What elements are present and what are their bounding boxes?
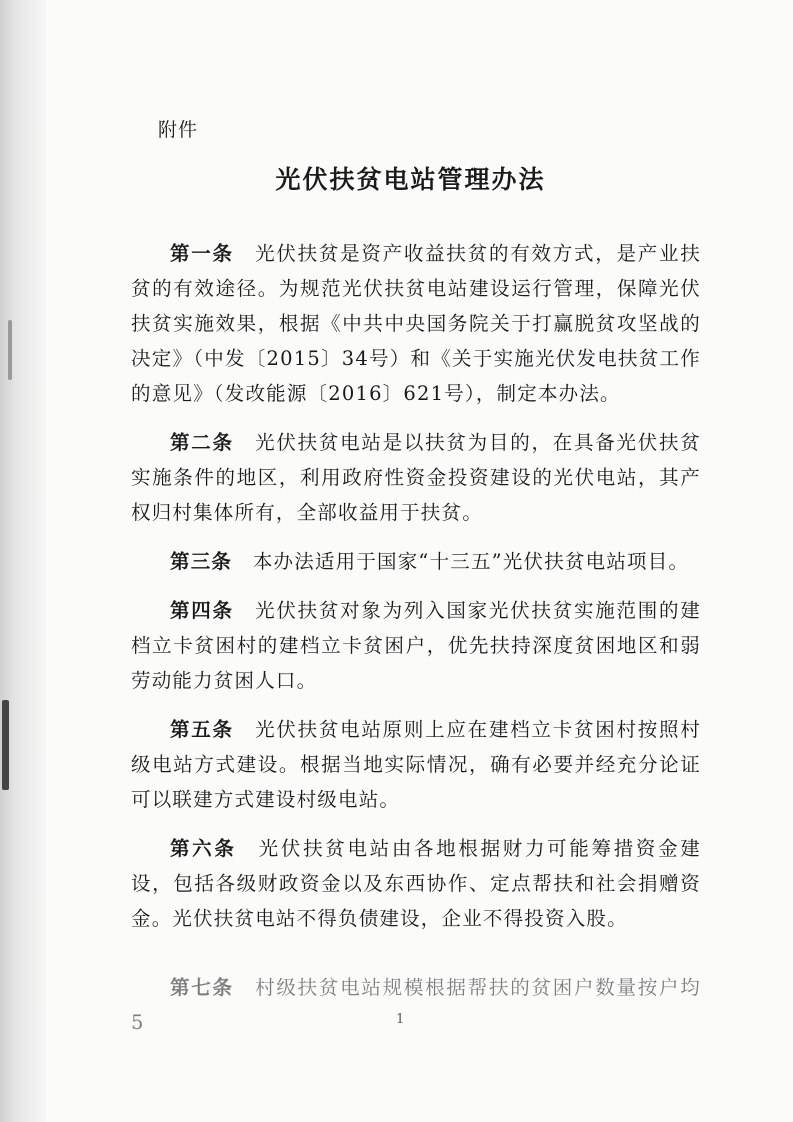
article-text: 光伏扶贫对象为列入国家光伏扶贫实施范围的建档立卡贫困村的建档立卡贫困户，优先扶持深度贫困地区和弱劳动能力贫困人口。 (131, 599, 701, 692)
article-lead: 第五条 (170, 718, 234, 741)
article-2 (131, 425, 701, 530)
article-lead: 第四条 (170, 599, 234, 622)
article-lead: 第二条 (170, 431, 234, 454)
article-text: 光伏扶贫电站原则上应在建档立卡贫困村按照村级电站方式建设。根据当地实际情况，确有必要并经充分论证可以联建方式建设村级电站。 (131, 718, 701, 811)
article-5 (131, 712, 701, 817)
article-4 (131, 593, 701, 698)
page-number: 1 (396, 1012, 405, 1027)
attachment-label: 附件 (158, 119, 199, 141)
article-text: 本办法适用于国家“十三五”光伏扶贫电站项目。 (252, 550, 690, 573)
article-lead: 第六条 (170, 837, 237, 860)
article-7 (131, 970, 701, 1040)
article-text: 光伏扶贫是资产收益扶贫的有效方式，是产业扶贫的有效途径。为规范光伏扶贫电站建设运行管理，保障光伏扶贫实施效果，根据《中共中央国务院关于打赢脱贫攻坚战的决定》（中发〔2015〕34号）和《关于实施光伏发电扶贫工作的意见》（发改能源〔2016〕621号），制定本办法。 (131, 242, 701, 405)
article-lead: 第三条 (170, 550, 233, 573)
article-text: 光伏扶贫电站是以扶贫为目的，在具备光伏扶贫实施条件的地区，利用政府性资金投资建设的光伏电站，其产权归村集体所有，全部收益用于扶贫。 (131, 431, 701, 524)
document-body (131, 236, 701, 1034)
article-text: 村级扶贫电站规模根据帮扶的贫困户数量按户均 5 (131, 976, 701, 1034)
article-lead: 第一条 (170, 242, 234, 265)
article-lead: 第七条 (170, 976, 234, 999)
article-3 (131, 544, 701, 579)
article-text: 光伏扶贫电站由各地根据财力可能筹措资金建设，包括各级财政资金以及东西协作、定点帮扶和社会捐赠资金。光伏扶贫电站不得负债建设，企业不得投资入股。 (131, 837, 701, 930)
article-1 (131, 236, 701, 411)
article-6 (131, 831, 701, 936)
document-title: 光伏扶贫电站管理办法 (275, 165, 546, 194)
